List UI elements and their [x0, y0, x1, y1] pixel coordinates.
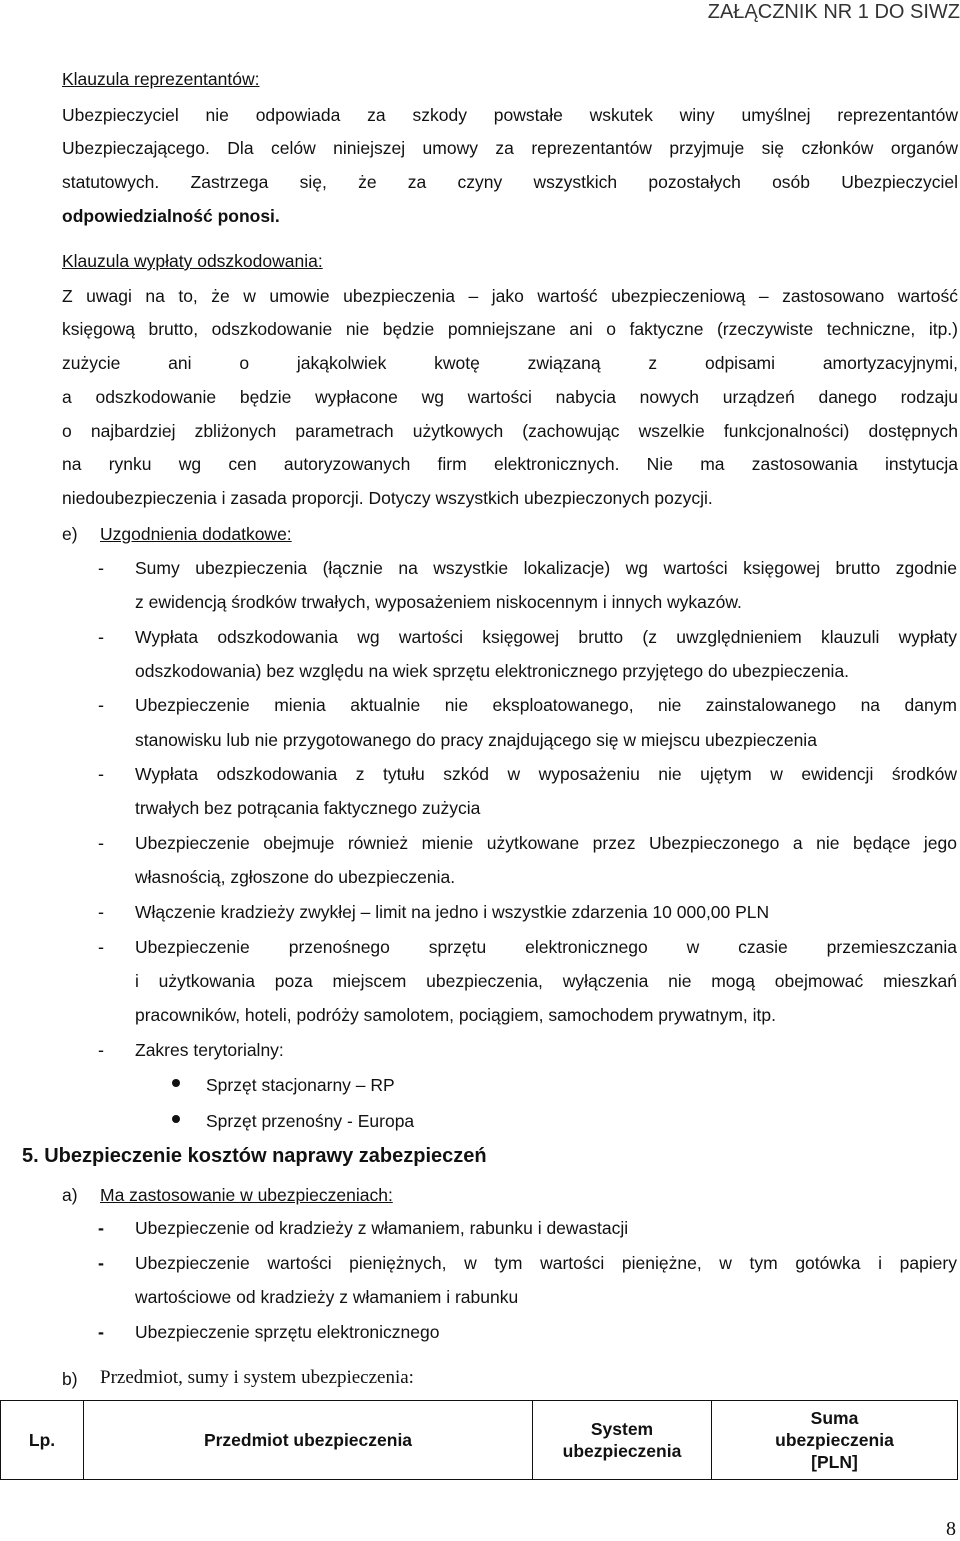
dash-marker: - — [98, 764, 104, 784]
list-item-line: z ewidencją środków trwałych, wyposażeniem niskocennym i innych wykazów. — [135, 592, 742, 612]
section-5-heading: 5. Ubezpieczenie kosztów naprawy zabezpieczeń — [22, 1145, 487, 1167]
paragraph-line: statutowych. Zastrzega się, że za czyny wszystkich pozostałych osób Ubezpieczyciel — [62, 172, 958, 192]
paragraph-line: niedoubezpieczenia i zasada proporcji. Dotyczy wszystkich ubezpieczonych pozycji. — [62, 488, 713, 508]
list-label-a: a) — [62, 1185, 78, 1205]
paragraph-line: księgową brutto, odszkodowanie nie będzie pomniejszane ani o faktyczne (rzeczywiste techniczne, itp.) — [62, 319, 958, 339]
col-system-line: ubezpieczenia — [562, 1441, 682, 1461]
dash-marker: - — [98, 1322, 104, 1342]
bullet-icon — [172, 1079, 180, 1087]
col-system — [533, 1401, 712, 1480]
insurance-table — [0, 1400, 958, 1480]
col-przedmiot: Przedmiot ubezpieczenia — [84, 1401, 533, 1480]
list-label-e: e) — [62, 524, 78, 544]
paragraph-line: Ubezpieczającego. Dla celów niniejszej umowy za reprezentantów przyjmuje się członków organów — [62, 138, 958, 158]
list-item-line: Wypłata odszkodowania z tytułu szkód w wyposażeniu nie ujętym w ewidencji środków — [135, 764, 957, 784]
uzgodnienia-title: Uzgodnienia dodatkowe: — [100, 524, 292, 544]
paragraph-line: a odszkodowanie będzie wypłacone wg wartości nabycia nowych urządzeń danego rodzaju — [62, 387, 958, 407]
list-item-line: Wypłata odszkodowania wg wartości księgowej brutto (z uwzględnieniem klauzuli wypłaty — [135, 627, 957, 647]
list-item-line: stanowisku lub nie przygotowanego do pracy znajdującego się w miejscu ubezpieczenia — [135, 730, 817, 750]
list-item-line: Ubezpieczenie przenośnego sprzętu elektronicznego w czasie przemieszczania — [135, 937, 957, 957]
dash-marker: - — [98, 1040, 104, 1060]
list-item-line: Ubezpieczenie od kradzieży z włamaniem, rabunku i dewastacji — [135, 1218, 629, 1238]
paragraph-line: na rynku wg cen autoryzowanych firm elektronicznych. Nie ma zastosowania instytucja — [62, 454, 958, 474]
paragraph-line: odpowiedzialność ponosi. — [62, 206, 280, 226]
dash-marker: - — [98, 1253, 104, 1273]
list-item-line: wartościowe od kradzieży z włamaniem i rabunku — [135, 1287, 519, 1307]
dash-marker: - — [98, 627, 104, 647]
bullet-icon — [172, 1115, 180, 1123]
list-item-line: i użytkowania poza miejscem ubezpieczenia, wyłączenia nie mogą obejmować mieszkań — [135, 971, 957, 991]
col-lp: Lp. — [1, 1401, 84, 1480]
col-suma-line: Suma — [810, 1408, 859, 1428]
dash-marker: - — [98, 937, 104, 957]
list-item-line: Zakres terytorialny: — [135, 1040, 284, 1060]
list-item-line: Ubezpieczenie wartości pieniężnych, w tym wartości pieniężne, w tym gotówka i papiery — [135, 1253, 957, 1273]
bullet-item: Sprzęt przenośny - Europa — [206, 1111, 415, 1131]
dash-marker: - — [98, 902, 104, 922]
list-item-line: Ubezpieczenie mienia aktualnie nie eksploatowanego, nie zainstalowanego na danym — [135, 695, 957, 715]
paragraph-line: zużycie ani o jakąkolwiek kwotę związaną z odpisami amortyzacyjnymi, — [62, 353, 958, 373]
section5-a-title: Ma zastosowanie w ubezpieczeniach: — [100, 1185, 393, 1205]
list-item-line: Włączenie kradzieży zwykłej – limit na jedno i wszystkie zdarzenia 10 000,00 PLN — [135, 902, 770, 922]
col-suma — [712, 1401, 958, 1480]
list-item-line: własnością, zgłoszone do ubezpieczenia. — [135, 867, 456, 887]
col-system-line: System — [590, 1419, 654, 1439]
col-suma-line: [PLN] — [811, 1452, 858, 1472]
document-header: ZAŁĄCZNIK NR 1 DO SIWZ — [707, 1, 960, 23]
dash-marker: - — [98, 833, 104, 853]
dash-marker: - — [98, 1218, 104, 1238]
list-item-line: Ubezpieczenie obejmuje również mienie użytkowane przez Ubezpieczonego a nie będące jego — [135, 833, 957, 853]
list-label-b: b) — [62, 1369, 78, 1389]
paragraph-line: Ubezpieczyciel nie odpowiada za szkody powstałe wskutek winy umyślnej reprezentantów — [62, 105, 958, 125]
klauzula-wyplaty-title: Klauzula wypłaty odszkodowania: — [62, 251, 323, 271]
klauzula-reprezentantow-title: Klauzula reprezentantów: — [62, 69, 260, 89]
list-item-line: Ubezpieczenie sprzętu elektronicznego — [135, 1322, 440, 1342]
dash-marker: - — [98, 695, 104, 715]
paragraph-line: Z uwagi na to, że w umowie ubezpieczenia – jako wartość ubezpieczeniową – zastosowano wartość — [62, 286, 958, 306]
section5-b-title: Przedmiot, sumy i system ubezpieczenia: — [100, 1367, 414, 1388]
paragraph-line: o najbardziej zbliżonych parametrach użytkowych (zachowując wszelkie funkcjonalności) dostępnych — [62, 421, 958, 441]
page-number: 8 — [946, 1518, 956, 1540]
list-item-line: pracowników, hoteli, podróży samolotem, pociągiem, samochodem prywatnym, itp. — [135, 1005, 776, 1025]
list-item-line: odszkodowania) bez względu na wiek sprzętu elektronicznego przyjętego do ubezpieczenia. — [135, 661, 850, 681]
col-suma-line: ubezpieczenia — [775, 1430, 894, 1450]
bullet-item: Sprzęt stacjonarny – RP — [206, 1075, 395, 1095]
list-item-line: Sumy ubezpieczenia (łącznie na wszystkie lokalizacje) wg wartości księgowej brutto zgodnie — [135, 558, 957, 578]
list-item-line: trwałych bez potrącania faktycznego zużycia — [135, 798, 481, 818]
table-header-row — [1, 1401, 958, 1480]
dash-marker: - — [98, 558, 104, 578]
